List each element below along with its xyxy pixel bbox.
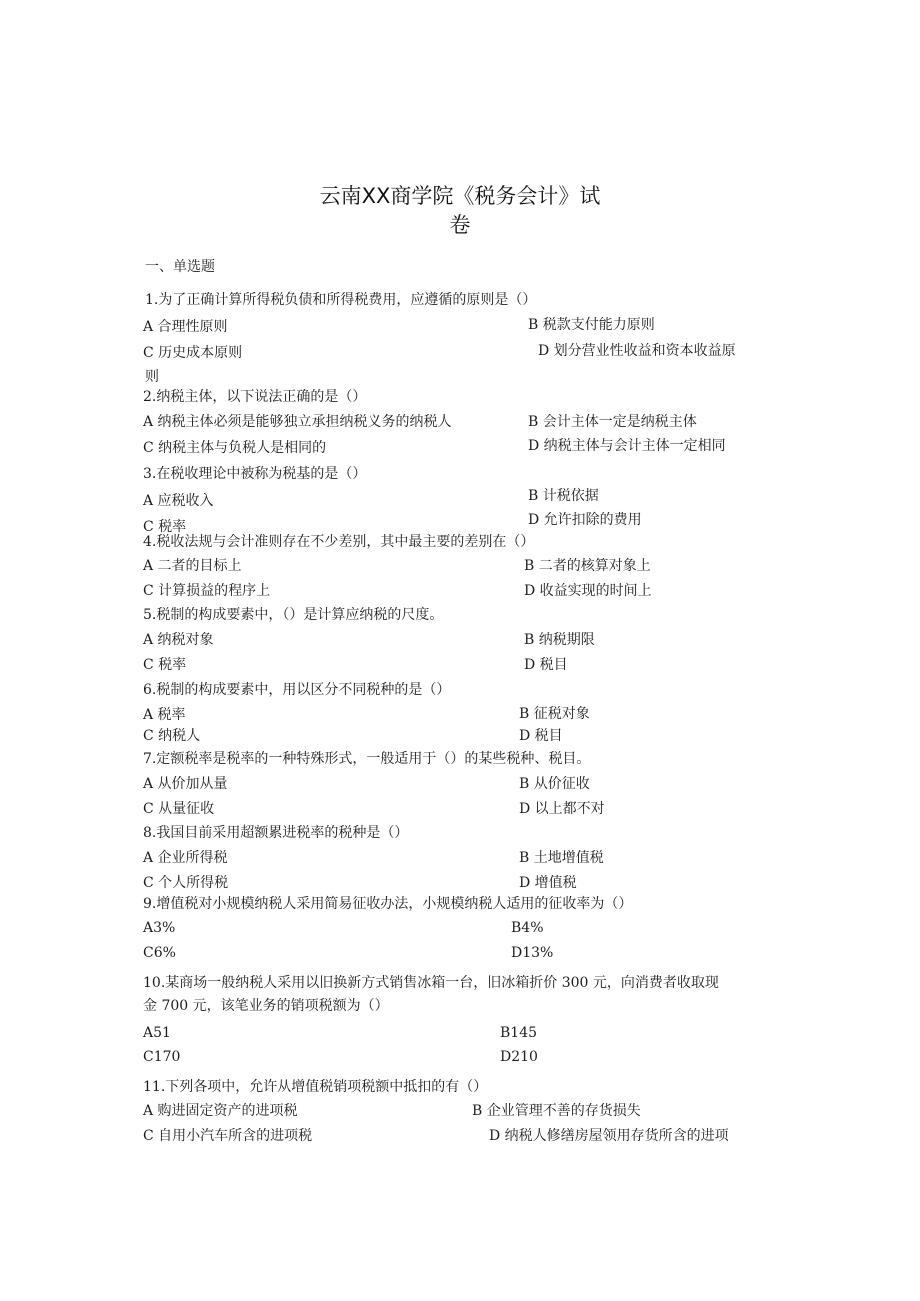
question-stem: 9.增值税对小规模纳税人采用简易征收办法，小规模纳税人适用的征收率为（）	[143, 896, 633, 912]
option-c: C6%	[143, 945, 176, 961]
option-b: B 土地增值税	[519, 850, 604, 866]
option-d: D 收益实现的时间上	[524, 583, 652, 599]
option-d: D 以上都不对	[519, 801, 605, 817]
option-c: C 纳税主体与负税人是相同的	[143, 440, 327, 456]
option-b: B 从价征收	[519, 776, 590, 792]
question-stem: 4.税收法规与会计准则存在不少差别，其中最主要的差别在（）	[143, 534, 535, 550]
option-b: B145	[500, 1025, 538, 1041]
question-stem: 6.税制的构成要素中，用以区分不同税种的是（）	[143, 682, 451, 698]
option-d: D 允许扣除的费用	[528, 512, 642, 528]
option-a: A 合理性原则	[143, 319, 228, 335]
option-d: D 纳税人修缮房屋领用存货所含的进项	[489, 1128, 729, 1144]
option-d: D 增值税	[519, 875, 577, 891]
option-b: B 会计主体一定是纳税主体	[528, 414, 697, 430]
section-heading: 一、单选题	[145, 259, 215, 275]
option-a: A 纳税主体必须是能够独立承担纳税义务的纳税人	[143, 414, 452, 430]
question-stem: 5.税制的构成要素中，（）是计算应纳税的尺度。	[143, 607, 444, 623]
exam-title: 云南XX商学院《税务会计》试	[319, 184, 601, 208]
option-b: B 征税对象	[519, 706, 590, 722]
option-d: D 税目	[524, 657, 568, 673]
option-a: A 纳税对象	[143, 632, 214, 648]
option-c: C 税率	[143, 657, 187, 673]
question-stem-continued: 金 700 元，该笔业务的销项税额为（）	[143, 998, 389, 1014]
option-b: B 企业管理不善的存货损失	[472, 1103, 641, 1119]
option-c: C 历史成本原则	[143, 345, 243, 361]
option-c: C 自用小汽车所含的进项税	[143, 1128, 313, 1144]
option-a: A 税率	[143, 707, 186, 723]
option-c: C 税率	[143, 519, 187, 535]
option-d: D 税目	[519, 728, 563, 744]
option-c: C 纳税人	[143, 728, 201, 744]
option-d: D210	[500, 1049, 538, 1065]
option-a: A 企业所得税	[143, 850, 228, 866]
option-c: C 计算损益的程序上	[143, 583, 271, 599]
option-c: C 从量征收	[143, 801, 215, 817]
option-c: C170	[143, 1049, 181, 1065]
option-b: B 纳税期限	[524, 632, 595, 648]
option-a: A51	[143, 1025, 171, 1041]
option-a: A 购进固定资产的进项税	[143, 1103, 298, 1119]
question-stem: 7.定额税率是税率的一种特殊形式，一般适用于（）的某些税种、税目。	[143, 751, 591, 767]
option-a: A 应税收入	[143, 493, 214, 509]
option-b: B4%	[511, 920, 544, 936]
option-a: A3%	[143, 920, 176, 936]
option-b: B 计税依据	[528, 488, 599, 504]
question-stem: 10.某商场一般纳税人采用以旧换新方式销售冰箱一台，旧冰箱折价 300 元，向消费者收取现	[143, 975, 719, 991]
question-stem: 2.纳税主体，以下说法正确的是（）	[143, 389, 367, 405]
option-b: B 二者的核算对象上	[524, 558, 651, 574]
option-d: D 纳税主体与会计主体一定相同	[528, 438, 726, 454]
option-d: D13%	[511, 945, 554, 961]
option-a: A 从价加从量	[143, 776, 228, 792]
option-c: C 个人所得税	[143, 875, 229, 891]
question-stem: 1.为了正确计算所得税负债和所得税费用，应遵循的原则是（）	[145, 292, 537, 308]
question-stem: 11.下列各项中，允许从增值税销项税额中抵扣的有（）	[143, 1079, 488, 1095]
option-d: D 划分营业性收益和资本收益原	[538, 343, 736, 359]
exam-title-continued: 卷	[449, 213, 471, 237]
question-stem: 3.在税收理论中被称为税基的是（）	[143, 466, 367, 482]
question-stem: 8.我国目前采用超额累进税率的税种是（）	[143, 825, 409, 841]
option-a: A 二者的目标上	[143, 558, 242, 574]
option-d-wrap: 则	[145, 369, 159, 385]
option-b: B 税款支付能力原则	[528, 317, 655, 333]
